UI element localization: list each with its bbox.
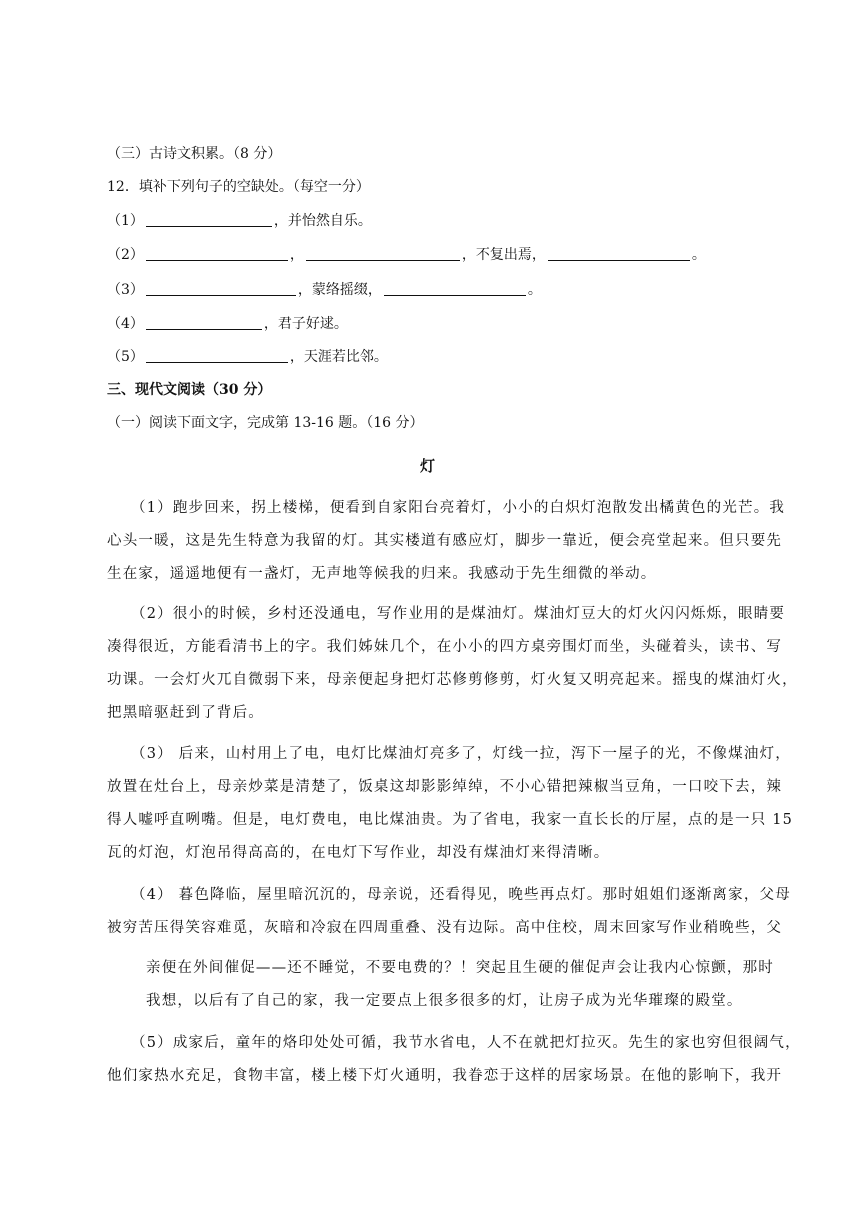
paragraph-line: 瓦的灯泡，灯泡吊得高高的，在电灯下写作业，却没有煤油灯来得清晰。: [107, 845, 610, 861]
paragraph-line: （4） 暮色降临，屋里暗沉沉的，母亲说，还看得见，晚些再点灯。那时姐姐们逐渐离家，父母: [131, 887, 791, 903]
item-text: 。: [527, 282, 542, 298]
paragraph-line: 被穷苦压得笑容难觅，灰暗和冷寂在四周重叠、没有边际。高中住校，周末回家写作业稍晚些，父: [107, 920, 783, 936]
paragraph-1: [107, 492, 785, 591]
answer-blank[interactable]: [146, 348, 288, 363]
answer-blank[interactable]: [306, 246, 460, 261]
paragraph-line: 生在家，遥遥地便有一盏灯，无声地等候我的归来。我感动于先生细微的举动。: [107, 566, 657, 582]
paragraph-line: 亲便在外间催促——还不睡觉，不要电费的？！突起且生硬的催促声会让我内心惊颤，那时: [146, 960, 774, 976]
answer-blank[interactable]: [146, 246, 288, 261]
item-text: 。: [691, 247, 706, 263]
paragraph-line: 凑得很近，方能看清书上的字。我们姊妹几个，在小小的四方桌旁围灯而坐，头碰着头，读书、写: [107, 639, 783, 655]
paragraph-line: 功课。一会灯火兀自微弱下来，母亲便起身把灯芯修剪修剪，灯火复又明亮起来。摇曳的煤油灯火，: [107, 672, 798, 688]
fill-item-1: [107, 211, 372, 231]
item-text: ，不复出焉，: [461, 247, 546, 263]
item-number: （4）: [107, 316, 144, 332]
paragraph-line: （1）跑步回来，拐上楼梯，便看到自家阳台亮着灯，小小的白炽灯泡散发出橘黄色的光芒。我: [131, 500, 786, 516]
paragraph-line: 放置在灶台上，母亲炒菜是清楚了，饭桌这却影影绰绰，不小心错把辣椒当豆角，一口咬下去，辣: [107, 779, 783, 795]
paragraph-4-continued: [146, 952, 774, 1018]
paragraph-line: （5）成家后，童年的烙印处处可循，我节水省电，人不在就把灯拉灭。先生的家也穷但很阔气，: [131, 1035, 801, 1051]
paragraph-line: （3） 后来，山村用上了电，电灯比煤油灯亮多了，灯线一拉，泻下一屋子的光，不像煤油灯，: [131, 746, 791, 762]
fill-item-3: [107, 280, 542, 300]
part-3-heading: 三、现代文阅读（30 分）: [107, 382, 272, 398]
paragraph-line: 心头一暖，这是先生特意为我留的灯。其实楼道有感应灯，脚步一靠近，便会亮堂起来。但只要先: [107, 533, 783, 549]
item-text: ，并怡然自乐。: [273, 213, 372, 229]
fill-item-2: [107, 245, 706, 265]
fill-item-4: [107, 314, 348, 334]
item-number: （1）: [107, 213, 144, 229]
paragraph-line: 我想，以后有了自己的家，我一定要点上很多很多的灯，让房子成为光华璀璨的殿堂。: [146, 993, 743, 1009]
paragraph-line: （2）很小的时候，乡村还没通电，写作业用的是煤油灯。煤油灯豆大的灯火闪闪烁烁，眼睛要: [131, 606, 786, 622]
paragraph-4: [107, 879, 791, 945]
paragraph-line: 得人嘘呼直咧嘴。但是，电灯费电，电比煤油贵。为了省电，我家一直长长的厅屋，点的是一只 15: [107, 812, 794, 828]
paragraph-5: [107, 1027, 801, 1093]
item-number: （2）: [107, 247, 144, 263]
paragraph-line: 把黑暗驱赶到了背后。: [107, 705, 264, 721]
item-number: （3）: [107, 282, 144, 298]
item-number: （5）: [107, 349, 144, 365]
answer-blank[interactable]: [384, 281, 526, 296]
item-text: ，天涯若比邻。: [289, 349, 388, 365]
answer-blank[interactable]: [146, 212, 272, 227]
question-12-title: 12．填补下列句子的空缺处。（每空一分）: [107, 179, 370, 195]
item-text: ，: [289, 247, 304, 263]
item-text: ，蒙络摇缀，: [297, 282, 382, 298]
paragraph-2: [107, 598, 798, 730]
paragraph-line: 他们家热水充足，食物丰富，楼上楼下灯火通明，我眷恋于这样的居家场景。在他的影响下，我开: [107, 1068, 783, 1084]
item-text: ，君子好逑。: [263, 316, 348, 332]
part-3-subheading: （一）阅读下面文字，完成第 13-16 题。（16 分）: [107, 415, 424, 431]
section-heading: （三）古诗文积累。（8 分）: [107, 146, 282, 162]
answer-blank[interactable]: [146, 281, 296, 296]
answer-blank[interactable]: [548, 246, 690, 261]
article-title: 灯: [420, 457, 436, 475]
paragraph-3: [107, 738, 793, 870]
answer-blank[interactable]: [146, 315, 262, 330]
fill-item-5: [107, 347, 388, 367]
